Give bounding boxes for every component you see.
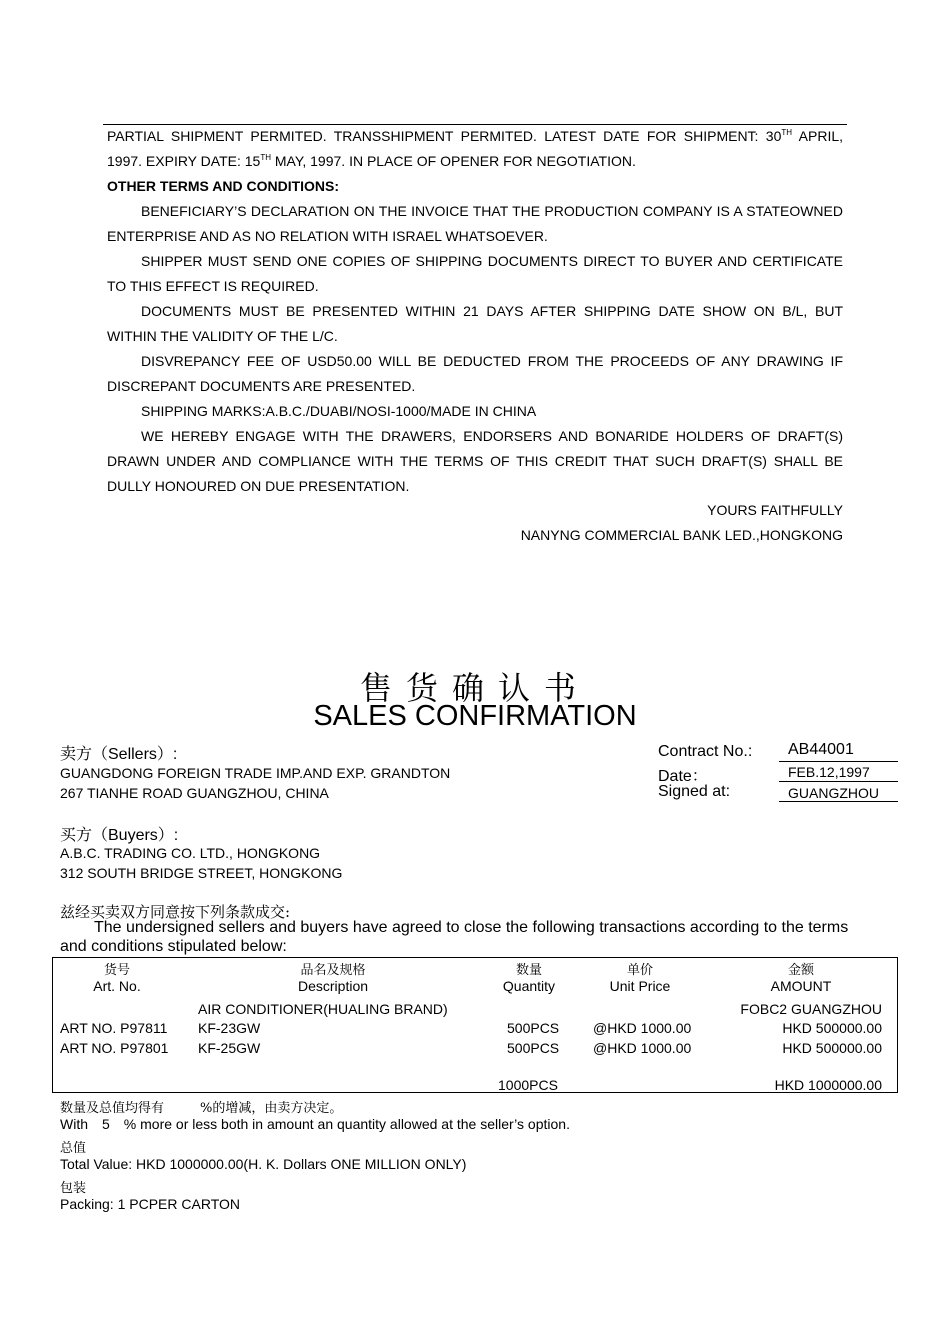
row-description: KF-23GW	[198, 1020, 261, 1036]
total-amount: HKD 1000000.00	[774, 1077, 882, 1093]
row-unit-price: @HKD 1000.00	[593, 1020, 692, 1036]
agreement-chinese: 兹经买卖双方同意按下列条款成交:	[60, 903, 291, 921]
closing: YOURS FAITHFULLY	[707, 502, 843, 518]
tolerance-chinese-a: 数量及总值均得有	[60, 1101, 165, 1116]
tolerance-english	[60, 1116, 570, 1132]
row-unit-price: @HKD 1000.00	[593, 1040, 692, 1056]
total-quantity: 1000PCS	[498, 1077, 558, 1093]
tolerance-value: 5	[101, 1116, 110, 1132]
term-paragraph: SHIPPING MARKS:A.B.C./DUABI/NOSI-1000/MADE IN CHINA	[141, 403, 537, 419]
contract-no-label: Contract No.:	[658, 743, 753, 760]
sellers-name: GUANGDONG FOREIGN TRADE IMP.AND EXP. GRANDTON	[60, 765, 451, 781]
buyers-name: A.B.C. TRADING CO. LTD., HONGKONG	[60, 845, 321, 861]
header-art-no: 货号 Art. No.	[93, 962, 141, 994]
other-terms-heading: OTHER TERMS AND CONDITIONS:	[107, 178, 340, 194]
row-quantity: 500PCS	[507, 1020, 560, 1036]
buyers-label: 买方（Buyers）:	[60, 827, 179, 844]
term-paragraph: BENEFICIARY’S DECLARATION ON THE INVOICE THAT THE PRODUCTION COMPANY IS A STATEOWNED ENTERPRISE AND AS NO RELATION WITH ISRAEL WHATSOEVER.	[107, 203, 843, 244]
date-value: FEB.12,1997	[779, 764, 898, 782]
signed-at-value: GUANGZHOU	[779, 785, 898, 802]
header-amount: 金额 AMOUNT	[770, 962, 832, 994]
packing-chinese: 包装	[60, 1181, 87, 1196]
shipment-terms: PARTIAL SHIPMENT PERMITED. TRANSSHIPMENT PERMITED. LATEST DATE FOR SHIPMENT: 30TH APRIL, 1997. EXPIRY DATE: 15TH MAY, 1997. IN PLACE OF OPENER FOR NEGOTIATION.	[107, 128, 844, 169]
row-art-no: ART NO. P97801	[60, 1040, 169, 1056]
title-english: SALES CONFIRMATION	[313, 700, 637, 732]
total-value-chinese: 总值	[60, 1141, 87, 1156]
sellers-address: 267 TIANHE ROAD GUANGZHOU, CHINA	[60, 785, 329, 801]
agreement-line-2: and conditions stipulated below:	[60, 938, 287, 955]
tolerance-english-a: With	[60, 1116, 88, 1132]
row-amount: HKD 500000.00	[782, 1020, 882, 1036]
row-description: KF-25GW	[198, 1040, 261, 1056]
header-quantity: 数量 Quantity	[502, 962, 556, 994]
header-unit-price: 单价 Unit Price	[609, 962, 671, 994]
goods-table	[52, 957, 898, 1093]
packing-english: Packing: 1 PCPER CARTON	[60, 1196, 240, 1212]
row-art-no: ART NO. P97811	[60, 1020, 168, 1036]
tolerance-chinese	[60, 1097, 342, 1116]
title-chinese: 售货确认书	[359, 669, 590, 707]
term-paragraph: DISVREPANCY FEE OF USD50.00 WILL BE DEDUCTED FROM THE PROCEEDS OF ANY DRAWING IF DISCREPANT DOCUMENTS ARE PRESENTED.	[107, 353, 843, 394]
agreement-line-1: The undersigned sellers and buyers have agreed to close the following transactions according to the terms	[94, 919, 849, 936]
header-description: 品名及规格 Description	[297, 962, 369, 994]
total-value-english: Total Value: HKD 1000000.00(H. K. Dollars ONE MILLION ONLY)	[60, 1156, 467, 1172]
row-amount: HKD 500000.00	[782, 1040, 882, 1056]
tolerance-english-b: % more or less both in amount an quantity allowed at the seller’s option.	[123, 1116, 570, 1132]
product-line: AIR CONDITIONER(HUALING BRAND)	[198, 1001, 448, 1017]
term-paragraph: SHIPPER MUST SEND ONE COPIES OF SHIPPING DOCUMENTS DIRECT TO BUYER AND CERTIFICATE TO THIS EFFECT IS REQUIRED.	[107, 253, 843, 294]
contract-no-value: AB44001	[779, 741, 898, 762]
term-paragraph: DOCUMENTS MUST BE PRESENTED WITHIN 21 DAYS AFTER SHIPPING DATE SHOW ON B/L, BUT WITHIN THE VALIDITY OF THE L/C.	[107, 303, 843, 344]
signatory: NANYNG COMMERCIAL BANK LED.,HONGKONG	[520, 527, 843, 543]
sellers-label: 卖方（Sellers）:	[60, 746, 178, 763]
buyers-address: 312 SOUTH BRIDGE STREET, HONGKONG	[60, 865, 343, 881]
tolerance-chinese-b: %的增减，由卖方决定。	[200, 1101, 343, 1116]
row-quantity: 500PCS	[507, 1040, 560, 1056]
date-label: Date：	[658, 768, 708, 785]
trade-term: FOBC2 GUANGZHOU	[740, 1001, 882, 1017]
term-paragraph: WE HEREBY ENGAGE WITH THE DRAWERS, ENDORSERS AND BONARIDE HOLDERS OF DRAFT(S) DRAWN UNDER AND COMPLIANCE WITH THE TERMS OF THIS CREDIT THAT SUCH DRAFT(S) SHALL BE DULLY HONOURED ON DUE PRESENTATION.	[107, 428, 843, 494]
signed-at-label: Signed at:	[658, 783, 731, 800]
